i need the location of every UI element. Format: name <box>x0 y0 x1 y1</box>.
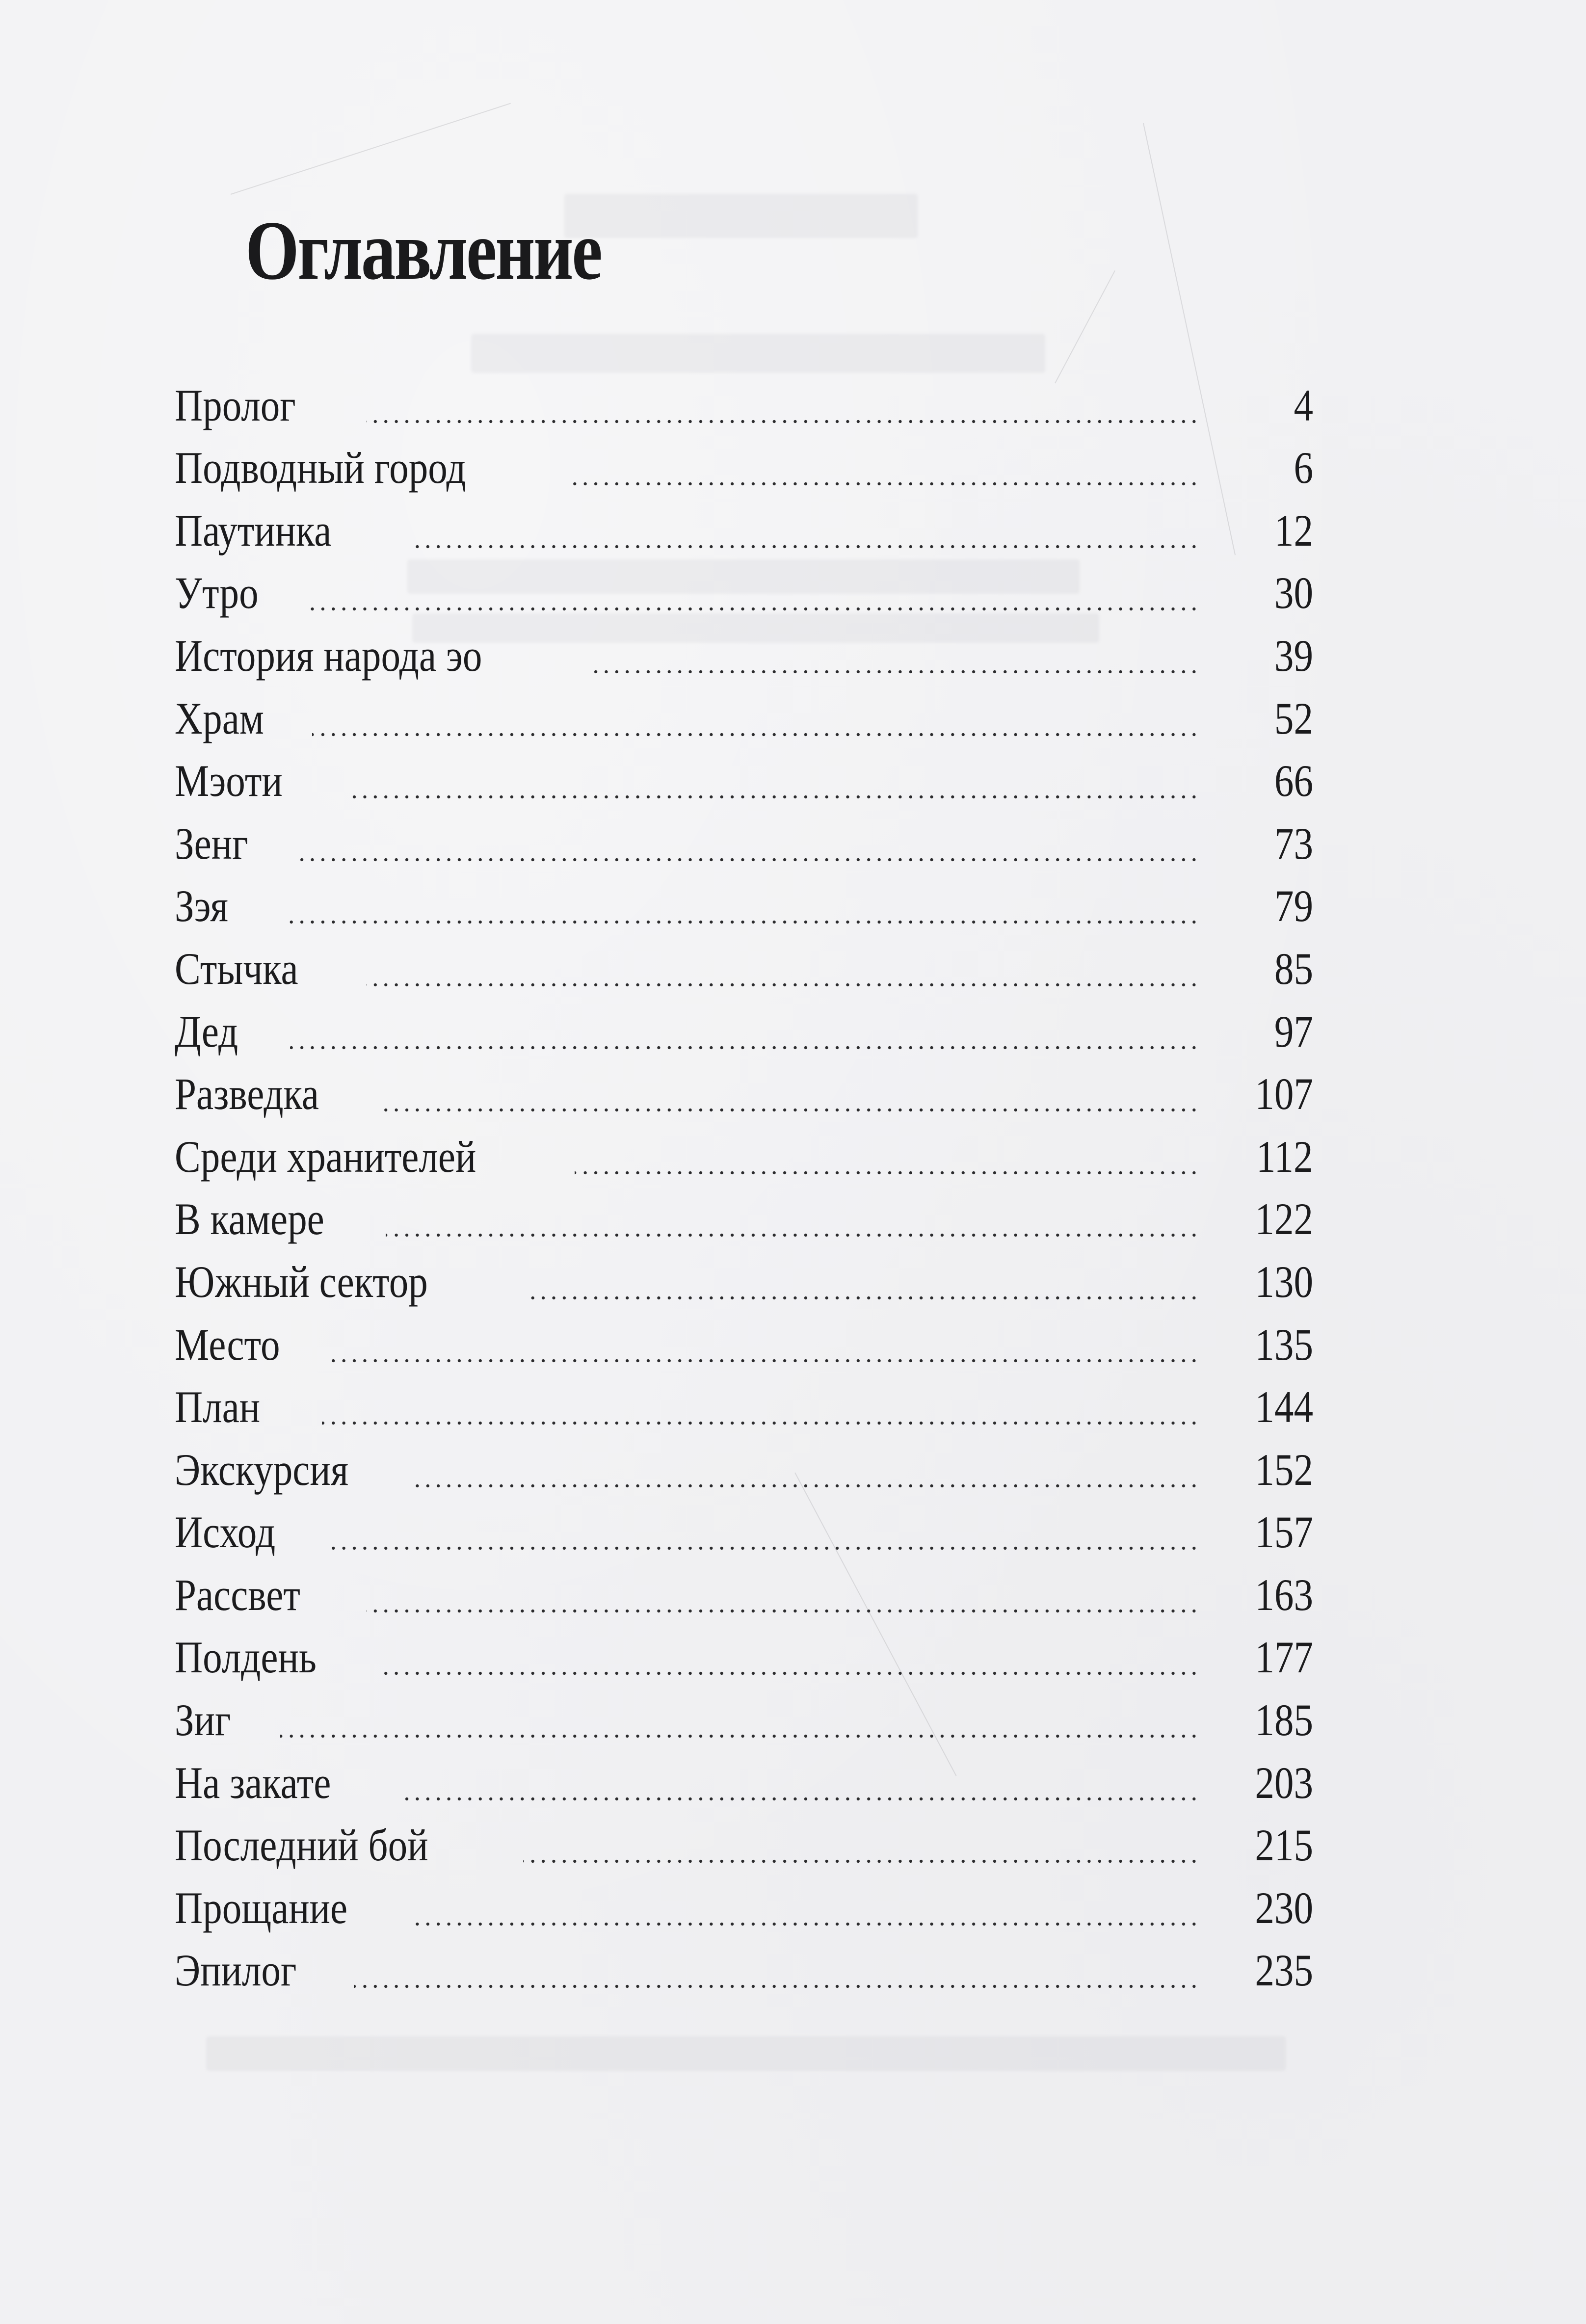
toc-entry-title: На закате <box>175 1757 331 1808</box>
toc-entry[interactable] <box>175 935 1313 998</box>
toc-entry[interactable] <box>175 1624 1313 1687</box>
dot-leader <box>526 1295 1199 1300</box>
dot-leader <box>523 1859 1199 1864</box>
toc-entry-page: 66 <box>1274 756 1313 806</box>
dot-leader <box>280 1734 1199 1739</box>
toc-entry-page: 52 <box>1274 693 1313 743</box>
toc-entry[interactable] <box>175 1875 1313 1937</box>
dot-leader <box>312 732 1199 737</box>
dot-leader <box>572 481 1199 486</box>
toc-entry-title: Эпилог <box>175 1945 297 1996</box>
dot-leader <box>290 1045 1199 1050</box>
dot-leader <box>332 1358 1199 1363</box>
toc-entry[interactable] <box>175 435 1313 498</box>
dot-leader <box>405 1796 1199 1801</box>
toc-entry[interactable] <box>175 372 1313 435</box>
toc-entry-title: Полдень <box>175 1632 317 1683</box>
toc-entry[interactable] <box>175 1248 1313 1311</box>
show-through-ghost <box>206 2036 1286 2071</box>
dot-leader <box>285 920 1199 924</box>
toc-entry-title: Среди хранителей <box>175 1131 476 1182</box>
toc-entry-title: Рассвет <box>175 1569 300 1620</box>
toc-entry-page: 6 <box>1294 443 1313 493</box>
dot-leader <box>322 1421 1199 1426</box>
dot-leader <box>366 1609 1199 1613</box>
toc-entry[interactable] <box>175 1436 1313 1499</box>
toc-entry-page: 12 <box>1274 505 1313 555</box>
toc-entry-title: Дед <box>175 1006 238 1056</box>
dot-leader <box>381 1671 1199 1676</box>
toc-entry[interactable] <box>175 998 1313 1061</box>
toc-entry-title: Прощание <box>175 1882 348 1933</box>
toc-entry-title: Подводный город <box>175 443 466 493</box>
toc-entry-title: Место <box>175 1319 280 1370</box>
toc-entry-title: История народа эо <box>175 630 482 681</box>
dot-leader <box>297 857 1199 862</box>
toc-entry-page: 122 <box>1255 1194 1313 1244</box>
toc-entry-title: Утро <box>175 568 259 618</box>
toc-entry-page: 4 <box>1294 380 1313 430</box>
dot-leader <box>366 982 1199 987</box>
toc-entry-page: 157 <box>1255 1507 1313 1558</box>
toc-entry[interactable] <box>175 810 1313 873</box>
toc-entry-page: 79 <box>1274 881 1313 931</box>
toc-entry-title: Стычка <box>175 943 298 994</box>
toc-entry-title: План <box>175 1382 261 1432</box>
toc-entry-title: В камере <box>175 1194 324 1244</box>
toc-entry-page: 144 <box>1255 1382 1313 1432</box>
toc-entry[interactable] <box>175 1186 1313 1249</box>
toc-entry[interactable] <box>175 1061 1313 1124</box>
toc-entry[interactable] <box>175 497 1313 560</box>
toc-entry-page: 135 <box>1255 1319 1313 1370</box>
toc-entry-page: 130 <box>1255 1256 1313 1307</box>
toc-entry[interactable] <box>175 1812 1313 1875</box>
toc-entry-page: 30 <box>1274 568 1313 618</box>
dot-leader <box>329 1546 1199 1551</box>
toc-entry-page: 163 <box>1255 1569 1313 1620</box>
toc-entry-title: Исход <box>175 1507 276 1558</box>
dot-leader <box>415 544 1199 549</box>
toc-entry-title: Разведка <box>175 1069 319 1119</box>
toc-entry-page: 85 <box>1274 943 1313 994</box>
dot-leader <box>383 1108 1199 1112</box>
toc-entry-page: 112 <box>1256 1131 1313 1182</box>
dot-leader <box>366 419 1199 424</box>
dot-leader <box>415 1483 1199 1488</box>
toc-entry[interactable] <box>175 748 1313 811</box>
toc-entry-page: 185 <box>1255 1695 1313 1745</box>
toc-entry-page: 235 <box>1255 1945 1313 1996</box>
show-through-ghost <box>471 334 1045 373</box>
toc-entry-title: Зенг <box>175 818 248 869</box>
toc-entry-page: 215 <box>1255 1820 1313 1871</box>
toc-entry[interactable] <box>175 560 1313 623</box>
toc-entry-page: 177 <box>1255 1632 1313 1683</box>
toc-entry-page: 152 <box>1255 1444 1313 1495</box>
table-of-contents <box>175 372 1313 2000</box>
toc-entry-title: Зэя <box>175 881 228 931</box>
toc-entry[interactable] <box>175 1311 1313 1374</box>
dot-leader <box>415 1922 1199 1927</box>
toc-entry-title: Храм <box>175 693 264 743</box>
toc-entry-page: 73 <box>1274 818 1313 869</box>
dot-leader <box>354 1984 1199 1989</box>
dot-leader <box>305 607 1199 611</box>
toc-entry[interactable] <box>175 1561 1313 1624</box>
toc-entry-page: 39 <box>1274 630 1313 681</box>
paper-fiber <box>1055 270 1115 384</box>
toc-entry[interactable] <box>175 1687 1313 1749</box>
toc-entry[interactable] <box>175 1123 1313 1186</box>
toc-entry[interactable] <box>175 622 1313 685</box>
toc-entry-page: 107 <box>1255 1069 1313 1119</box>
dot-leader <box>575 1170 1199 1175</box>
toc-entry[interactable] <box>175 685 1313 748</box>
dot-leader <box>346 794 1199 799</box>
paper-fiber <box>231 103 511 195</box>
toc-entry-page: 230 <box>1255 1882 1313 1933</box>
toc-entry-page: 97 <box>1274 1006 1313 1056</box>
toc-entry-title: Экскурсия <box>175 1444 349 1495</box>
show-through-ghost <box>564 194 918 238</box>
toc-entry[interactable] <box>175 1374 1313 1437</box>
toc-entry[interactable] <box>175 1937 1313 2000</box>
toc-entry-title: Пролог <box>175 380 296 430</box>
toc-entry-title: Последний бой <box>175 1820 428 1871</box>
toc-entry[interactable] <box>175 1499 1313 1562</box>
toc-entry-title: Мэоти <box>175 756 283 806</box>
toc-entry[interactable] <box>175 1749 1313 1812</box>
toc-entry-title: Паутинка <box>175 505 332 555</box>
toc-entry-page: 203 <box>1255 1757 1313 1808</box>
toc-entry[interactable] <box>175 873 1313 936</box>
toc-entry-title: Зиг <box>175 1695 231 1745</box>
dot-leader <box>592 669 1199 674</box>
dot-leader <box>386 1233 1199 1238</box>
toc-entry-title: Южный сектор <box>175 1256 428 1307</box>
page-title: Оглавление <box>245 204 601 297</box>
